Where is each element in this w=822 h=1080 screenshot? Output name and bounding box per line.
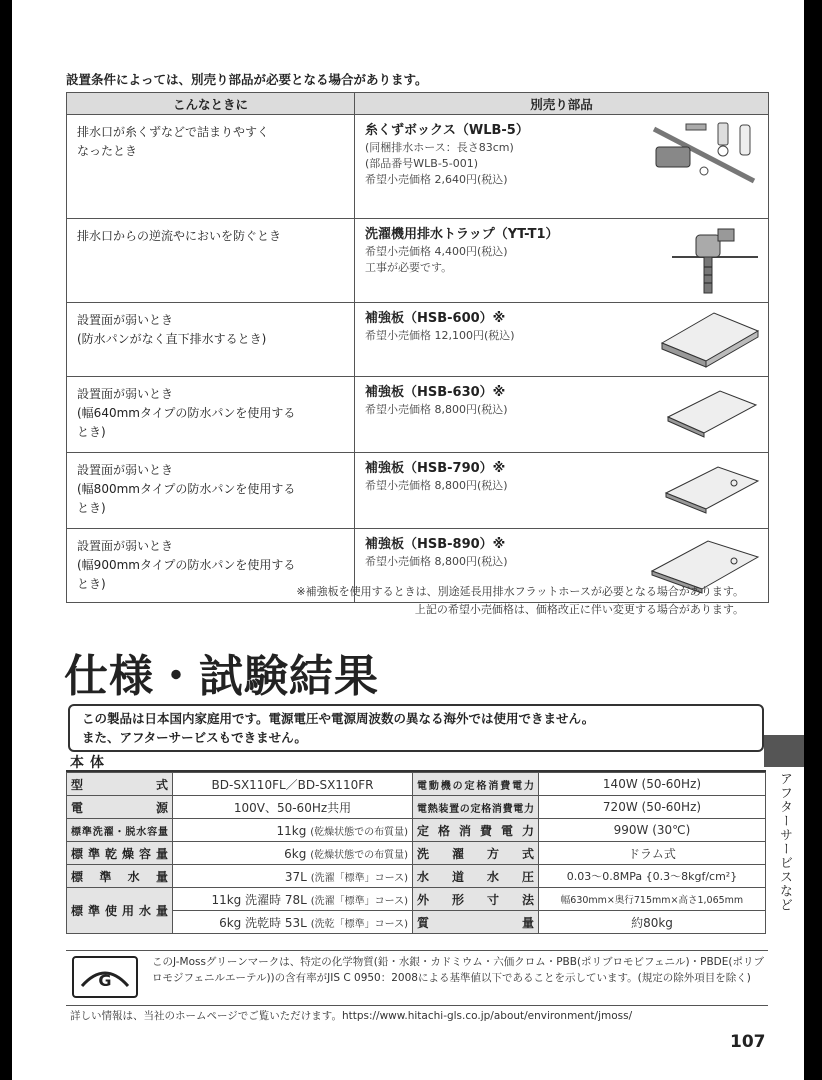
spec-value: 140W (50-60Hz) xyxy=(539,773,766,796)
value-note: (洗濯「標準」コース) xyxy=(310,895,408,907)
side-tab-marker xyxy=(764,735,804,767)
optional-parts-table xyxy=(66,92,769,603)
spec-label: 標準水量 xyxy=(67,865,173,888)
spec-value: 720W (50-60Hz) xyxy=(539,796,766,819)
value-main: 6kg xyxy=(284,846,307,861)
part-notes: (同梱排水ホース：長さ83cm) (部品番号WLB-5-001) 希望小売価格 2,640円(税込) xyxy=(365,141,514,186)
value-note: (乾燥状態での布質量) xyxy=(310,826,408,838)
value-main: 11kg xyxy=(276,823,307,838)
footnote-price: 上記の希望小売価格は、価格改正に伴い変更する場合があります。 xyxy=(414,603,744,616)
table-row xyxy=(67,819,766,842)
spec-value xyxy=(173,819,413,842)
spec-label: 標準使用水量 xyxy=(67,888,173,934)
spec-table xyxy=(66,772,766,934)
spec-label: 電動機の定格消費電力 xyxy=(413,773,539,796)
col-header-part: 別売り部品 xyxy=(355,93,769,115)
more-info-text: 詳しい情報は、当社のホームページでご覧いただけます。https://www.hitachi-gls.co.jp/about/environment/jmoss/ xyxy=(70,1010,633,1022)
jmoss-logo-letter: G xyxy=(98,971,112,990)
table-row xyxy=(67,773,766,796)
table-row xyxy=(67,377,769,453)
spec-label: 標準乾燥容量 xyxy=(67,842,173,865)
part-name: 補強板（HSB-630）※ xyxy=(365,385,506,400)
spec-label: 外形寸法 xyxy=(413,888,539,911)
value-note: (洗濯「標準」コース) xyxy=(310,872,408,884)
table-row xyxy=(67,453,769,529)
part-notes: 希望小売価格 4,400円(税込) 工事が必要です。 xyxy=(365,245,508,274)
jmoss-description: このJ-Mossグリーンマークは、特定の化学物質(鉛・水銀・カドミウム・六価クロム・PBB(ポリブロモビフェニル)・PBDE(ポリブロモジフェニルエーテル))の含有率がJIS C 0950：2008による基準値以下であることを示しています。(規定の除外項目を除く) xyxy=(152,956,764,984)
lint-box-illustration xyxy=(650,121,760,187)
value-main: 11kg 洗濯時 78L xyxy=(211,892,307,907)
table-row xyxy=(67,865,766,888)
notice-line: また、アフターサービスもできません。 xyxy=(82,730,307,745)
spec-label: 質量 xyxy=(413,911,539,934)
table-row xyxy=(67,303,769,377)
value-note: (洗乾「標準」コース) xyxy=(310,918,408,930)
reinforcement-board-illustration xyxy=(660,459,760,519)
part-notes: 希望小売価格 8,800円(税込) xyxy=(365,403,508,416)
part-name: 洗濯機用排水トラップ（YT-T1） xyxy=(365,227,559,242)
part-cell xyxy=(355,453,769,529)
page-number: 107 xyxy=(730,1032,766,1052)
part-notes: 希望小売価格 8,800円(税込) xyxy=(365,555,508,568)
condition-cell: 排水口からの逆流やにおいを防ぐとき xyxy=(67,219,355,303)
jmoss-green-mark-icon xyxy=(72,956,138,998)
part-name: 補強板（HSB-600）※ xyxy=(365,311,506,326)
spec-label: 電源 xyxy=(67,796,173,819)
reinforcement-board-illustration xyxy=(660,309,760,369)
footnote-reinforcement: ※補強板を使用するときは、別途延長用排水フラットホースが必要となる場合があります。 xyxy=(296,585,744,598)
part-notes: 希望小売価格 8,800円(税込) xyxy=(365,479,508,492)
condition-cell: 設置面が弱いとき (幅900mmタイプの防水パンを使用する とき) xyxy=(67,529,355,603)
intro-text: 設置条件によっては、別売り部品が必要となる場合があります。 xyxy=(66,72,428,87)
spec-value: 約80kg xyxy=(539,911,766,934)
part-cell xyxy=(355,219,769,303)
condition-cell: 設置面が弱いとき (幅640mmタイプの防水パンを使用する とき) xyxy=(67,377,355,453)
spec-label: 定格消費電力 xyxy=(413,819,539,842)
spec-value: BD-SX110FL／BD-SX110FR xyxy=(173,773,413,796)
section-title: 仕様・試験結果 xyxy=(64,651,379,702)
spec-value: 0.03〜0.8MPa {0.3〜8kgf/cm²} xyxy=(539,865,766,888)
spec-value: 幅630mm×奥行715mm×高さ1,065mm xyxy=(539,888,766,911)
condition-cell: 設置面が弱いとき (防水パンがなく直下排水するとき) xyxy=(67,303,355,377)
part-notes: 希望小売価格 12,100円(税込) xyxy=(365,329,515,342)
domestic-use-notice xyxy=(68,704,764,752)
col-header-condition: こんなときに xyxy=(67,93,355,115)
spec-value: ドラム式 xyxy=(539,842,766,865)
part-name: 補強板（HSB-790）※ xyxy=(365,461,506,476)
spec-label: 標準洗濯・脱水容量 xyxy=(67,819,173,842)
value-main: 6kg 洗乾時 53L xyxy=(219,915,307,930)
table-row xyxy=(67,796,766,819)
spec-label: 洗濯方式 xyxy=(413,842,539,865)
table-row xyxy=(67,842,766,865)
drain-trap-illustration xyxy=(670,225,760,297)
spec-value xyxy=(173,911,413,934)
manual-page xyxy=(12,0,804,1080)
part-cell xyxy=(355,115,769,219)
spec-value xyxy=(173,865,413,888)
part-name: 補強板（HSB-890）※ xyxy=(365,537,506,552)
reinforcement-board-illustration xyxy=(660,383,760,443)
spec-label: 型式 xyxy=(67,773,173,796)
spec-value: 990W (30℃) xyxy=(539,819,766,842)
spec-value: 100V、50-60Hz共用 xyxy=(173,796,413,819)
condition-cell: 排水口が糸くずなどで詰まりやすく なったとき xyxy=(67,115,355,219)
condition-cell: 設置面が弱いとき (幅800mmタイプの防水パンを使用する とき) xyxy=(67,453,355,529)
spec-value xyxy=(173,888,413,911)
part-cell xyxy=(355,303,769,377)
part-cell xyxy=(355,377,769,453)
table-row xyxy=(67,888,766,911)
spec-value xyxy=(173,842,413,865)
spec-label: 電熱装置の定格消費電力 xyxy=(413,796,539,819)
body-label: 本体 xyxy=(70,755,110,771)
table-row xyxy=(67,115,769,219)
part-name: 糸くずボックス（WLB-5） xyxy=(365,123,529,138)
notice-line: この製品は日本国内家庭用です。電源電圧や電源周波数の異なる海外では使用できません。 xyxy=(82,711,595,726)
spec-label: 水道水圧 xyxy=(413,865,539,888)
value-main: 37L xyxy=(284,869,307,884)
side-tab-label: アフターサービスなど xyxy=(777,772,792,912)
table-row xyxy=(67,219,769,303)
value-note: (乾燥状態での布質量) xyxy=(310,849,408,861)
